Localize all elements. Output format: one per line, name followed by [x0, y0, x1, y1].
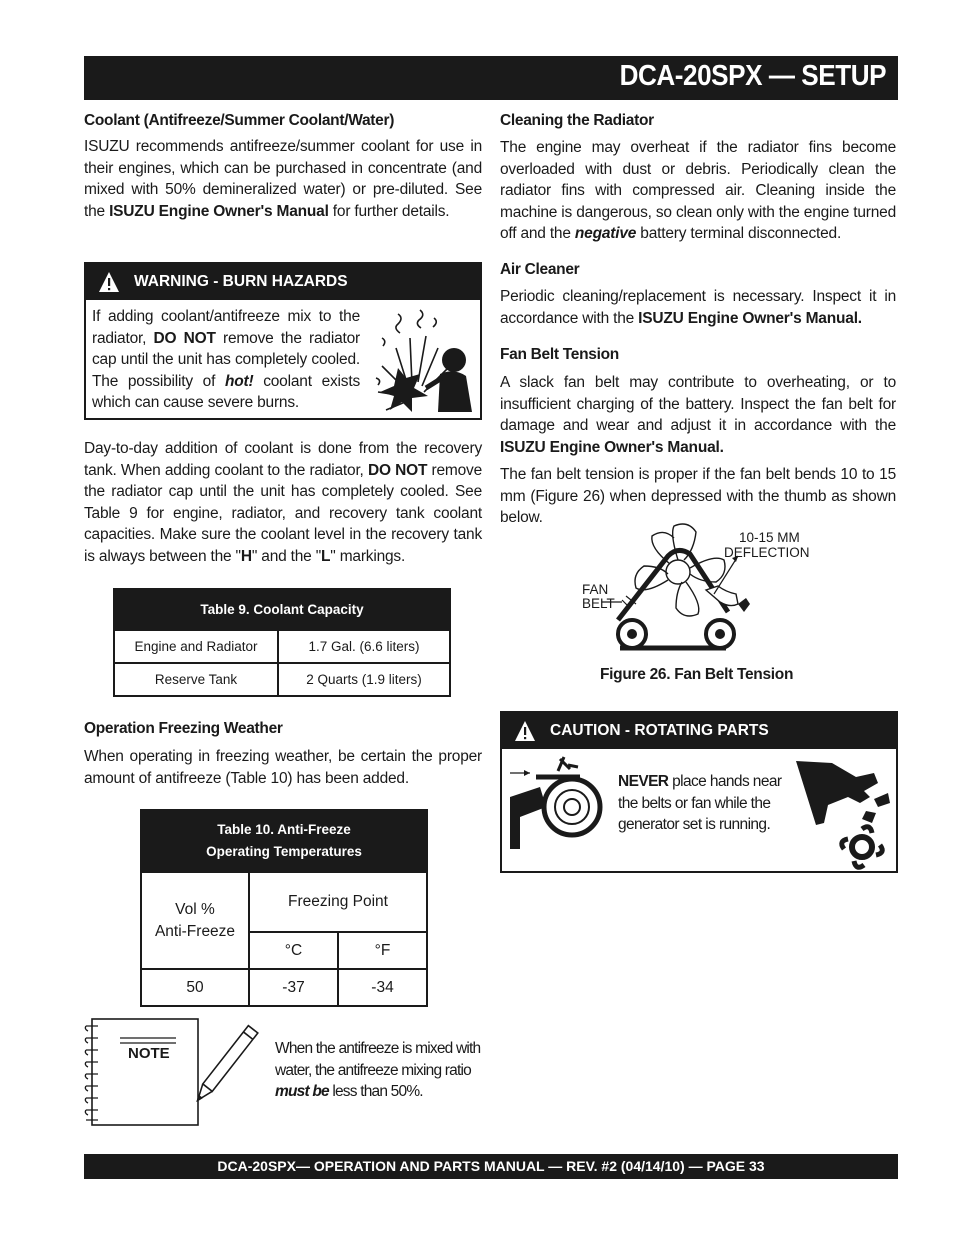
air-cleaner-paragraph: Periodic cleaning/replacement is necessary. Inspect it in accordance with the ISUZU Engine Owner's Manual. — [500, 288, 896, 327]
fan-label: FAN — [582, 582, 609, 597]
warning-header — [86, 264, 480, 300]
figure-caption: Figure 26. Fan Belt Tension — [600, 666, 794, 683]
deflection-label-1: 10-15 MM — [739, 530, 800, 545]
header-bar — [84, 56, 898, 100]
footer-bar: DCA-20SPX— OPERATION AND PARTS MANUAL — REV. #2 (04/14/10) — PAGE 33 — [84, 1154, 898, 1179]
table9-title: Table 9. Coolant Capacity — [114, 589, 450, 630]
warning-triangle-icon — [98, 271, 120, 293]
caution-title: CAUTION - ROTATING PARTS — [550, 722, 769, 739]
table-cell: -37 — [249, 969, 338, 1006]
table-cell: 50 — [141, 969, 249, 1006]
table-cell: Engine and Radiator — [114, 630, 278, 663]
caution-triangle-icon — [514, 720, 536, 742]
coolant-heading: Coolant (Antifreeze/Summer Coolant/Water) — [84, 112, 395, 129]
table-cell: 2 Quarts (1.9 liters) — [278, 663, 450, 696]
page-title: DCA-20SPX — SETUP — [619, 60, 886, 92]
fan-belt-paragraph: A slack fan belt may contribute to overheating, or to insufficient charging of the battery. Inspect the fan belt for damage and wear and adjust it in accordance with the ISUZU Engine Owner's Manual. — [500, 374, 896, 456]
radiator-paragraph: The engine may overheat if the radiator fins become overloaded with dust or debris. Periodically clean the radiator fins with compressed air. Cleaning inside the machine is dangerous, so clean only with the engine turned off and the negative battery terminal disconnected. — [500, 139, 896, 242]
table-cell: Reserve Tank — [114, 663, 278, 696]
fan-belt-paragraph-2: The fan belt tension is proper if the fan belt bends 10 to 15 mm (Figure 26) when depressed with the thumb as shown below. — [500, 466, 896, 526]
caution-header — [502, 713, 896, 749]
table-row — [114, 630, 450, 663]
caution-text: NEVER place hands near the belts or fan while the generator set is running. — [618, 773, 782, 833]
radiator-heading: Cleaning the Radiator — [500, 112, 654, 129]
coolant-capacity-table — [113, 588, 451, 697]
table10-title: Table 10. Anti-Freeze Operating Temperatures — [141, 810, 427, 872]
table-row — [141, 969, 427, 1006]
fan-belt-heading: Fan Belt Tension — [500, 346, 619, 363]
note-notebook-icon — [84, 1016, 274, 1128]
freezing-heading: Operation Freezing Weather — [84, 720, 283, 737]
hand-fan-hazard-icon — [794, 753, 894, 871]
daytoday-paragraph: Day-to-day addition of coolant is done from the recovery tank. When adding coolant to the radiator, DO NOT remove the radiator cap until the unit has completely cooled. See Table 9 for engine, radiator, and recovery tank coolant capacities. Make sure the coolant level in the recovery tank is always between the "H" and the "L" markings. — [84, 440, 482, 565]
rotating-belt-icon — [506, 753, 610, 853]
belt-label: BELT — [582, 596, 615, 611]
burn-hazard-icon — [368, 308, 476, 414]
antifreeze-table — [140, 809, 428, 1007]
freezing-point-header: Freezing Point — [249, 872, 427, 932]
fahrenheit-header: °F — [338, 932, 427, 969]
note-label: NOTE — [128, 1045, 170, 1062]
warning-title: WARNING - BURN HAZARDS — [134, 273, 348, 290]
table-row — [114, 663, 450, 696]
warning-text: If adding coolant/antifreeze mix to the radiator, DO NOT remove the radiator cap until the unit has completely cooled. The possibility of hot! coolant exists which can cause severe burns. — [92, 308, 361, 411]
celsius-header: °C — [249, 932, 338, 969]
fan-belt-figure — [578, 520, 828, 660]
warning-box — [84, 262, 482, 420]
deflection-label-2: DEFLECTION — [724, 545, 810, 560]
vol-antifreeze-header: Vol % Anti-Freeze — [141, 872, 249, 969]
air-cleaner-heading: Air Cleaner — [500, 261, 580, 278]
coolant-paragraph: ISUZU recommends antifreeze/summer coolant for use in their engines, which can be purchased in concentrate (and mixed with 50% demineralized water) or pre-diluted. See the ISUZU Engine Owner's Manual for further details. — [84, 138, 482, 220]
table-cell: 1.7 Gal. (6.6 liters) — [278, 630, 450, 663]
caution-box — [500, 711, 898, 873]
note-text: When the antifreeze is mixed with water, the antifreeze mixing ratio must be less than 50%. — [275, 1040, 481, 1100]
table-cell: -34 — [338, 969, 427, 1006]
freezing-paragraph: When operating in freezing weather, be certain the proper amount of antifreeze (Table 10) has been added. — [84, 748, 482, 787]
